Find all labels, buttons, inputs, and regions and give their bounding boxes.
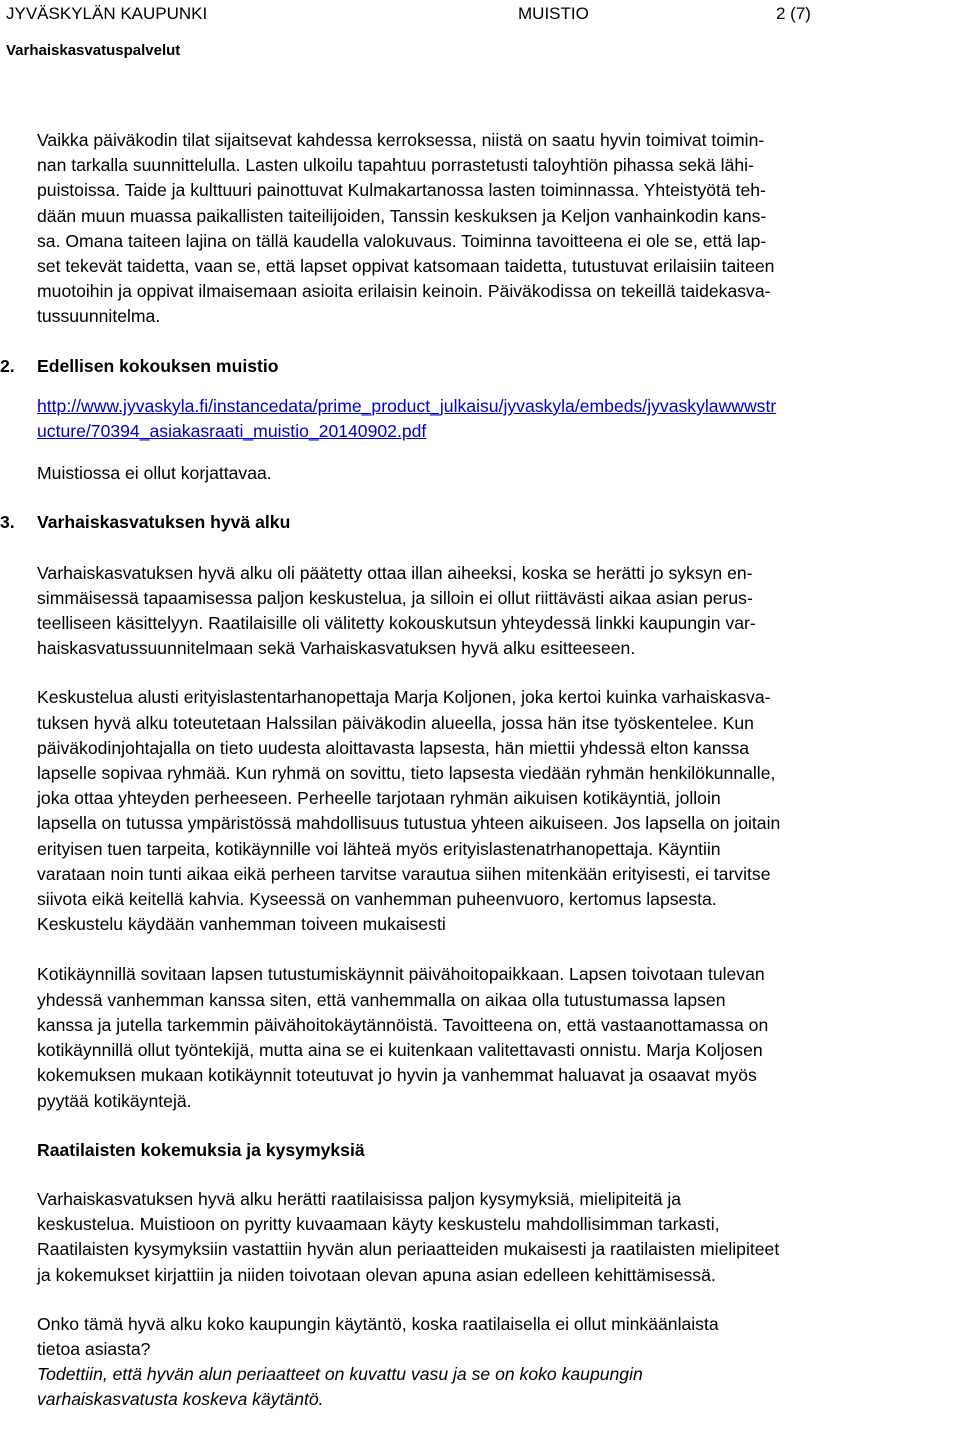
memo-link-line[interactable]: http://www.jyvaskyla.fi/instancedata/prime_product_julkaisu/jyvaskyla/embeds/jyvaskylawwwstr [37, 395, 777, 416]
text-line: siivota eikä keitellä kahvia. Kyseessä on vanhemman puheenvuoro, kertomus lapsesta. [37, 889, 717, 910]
section-2-note [37, 461, 955, 486]
header-organization: JYVÄSKYLÄN KAUPUNKI [6, 4, 208, 23]
text-line: ja kokemukset kirjattiin ja niiden toivotaan olevan apuna asian edelleen kehittämisessä. [37, 1264, 716, 1285]
text-line: Keskustelu käydään vanhemman toiveen mukaisesti [37, 914, 446, 935]
section-3-paragraph-1 [37, 561, 955, 662]
text-line: lapselle sopivaa ryhmää. Kun ryhmä on sovittu, tieto lapsesta viedään ryhmän henkilökunnalle, [37, 763, 776, 784]
text-line: kotikäynnillä ollut työntekijä, mutta aina se ei kuitenkaan valitettavasti onnistu. Marja Koljosen [37, 1040, 763, 1061]
text-line: Muistiossa ei ollut korjattavaa. [37, 463, 272, 484]
text-line: Varhaiskasvatuksen hyvä alku oli päätetty ottaa illan aiheeksi, koska se herätti jo syksyn en- [37, 562, 753, 583]
text-line: nan tarkalla suunnittelulla. Lasten ulkoilu tapahtuu porrastetusti taloyhtiön pihassa sekä lähi- [37, 155, 754, 176]
text-line: pyytää kotikäyntejä. [37, 1090, 192, 1111]
text-line: teelliseen käsittelyyn. Raatilaisille oli välitetty kokouskutsun yhteydessä linkki kaupungin var- [37, 613, 756, 634]
section-3-heading [0, 510, 955, 535]
text-line: puistoissa. Taide ja kulttuuri painottuvat Kulmakartanossa lasten toiminnassa. Yhteistyötä teh- [37, 180, 766, 201]
text-line: simmäisessä tapaamisessa paljon keskustelua, ja silloin ei ollut riittävästi aikaa asian perus- [37, 587, 753, 608]
section-3-number: 3. [0, 512, 15, 533]
header-page-number: 2 (7) [776, 4, 811, 23]
section-3-paragraph-4 [37, 1187, 955, 1288]
section-2-number: 2. [0, 355, 15, 376]
text-line: Vaikka päiväkodin tilat sijaitsevat kahdessa kerroksessa, niistä on saatu hyvin toimivat toimin- [37, 130, 765, 150]
header-doc-type: MUISTIO [518, 4, 589, 23]
text-line: Todettiin, että hyvän alun periaatteet on kuvattu vasu ja se on koko kaupungin [37, 1364, 643, 1385]
text-line: päiväkodinjohtajalla on tieto uudesta aloittavasta lapsesta, hän miettii yhdessä elton kanssa [37, 737, 750, 758]
text-line: tuksen hyvä alku toteutetaan Halssilan päiväkodin alueella, jossa hän itse työskentelee. Kun [37, 712, 754, 733]
text-line: Kotikäynnillä sovitaan lapsen tutustumiskäynnit päivähoitopaikkaan. Lapsen toivotaan tulevan [37, 964, 765, 985]
text-line: kanssa ja jutella tarkemmin päivähoitokäytännöistä. Tavoitteena on, että vastaanottamassa on [37, 1014, 769, 1035]
section-2-heading [0, 354, 955, 379]
text-line: Varhaiskasvatuksen hyvä alku herätti raatilaisissa paljon kysymyksiä, mielipiteitä ja [37, 1188, 682, 1209]
answer-paragraph [37, 1362, 955, 1412]
intro-paragraph [37, 128, 955, 330]
text-line: set tekevät taidetta, vaan se, että lapset oppivat katsomaan taidetta, tutustuvat erilaisiin taiteen [37, 256, 775, 277]
text-line: Keskustelua alusti erityislastentarhanopettaja Marja Koljonen, joka kertoi kuinka varhaiskasva- [37, 687, 771, 708]
text-line: Raatilaisten kysymyksiin vastattiin hyvän alun periaatteiden mukaisesti ja raatilaisten mielipiteet [37, 1239, 780, 1260]
text-line: varhaiskasvatusta koskeva käytäntö. [37, 1389, 324, 1410]
text-line: Onko tämä hyvä alku koko kaupungin käytäntö, koska raatilaisella ei ollut minkäänlaista [37, 1313, 719, 1334]
text-line: kokemuksen mukaan kotikäynnit toteutuvat jo hyvin ja vanhemmat haluavat ja osaavat myös [37, 1065, 757, 1086]
text-line: tussuunnitelma. [37, 306, 161, 327]
text-line: yhdessä vanhemman kanssa siten, että vanhemmalla on aikaa olla tutustumassa lapsen [37, 989, 726, 1010]
previous-memo-link[interactable] [37, 394, 955, 444]
memo-link-line[interactable]: ucture/70394_asiakasraati_muistio_20140902.pdf [37, 421, 427, 442]
section-3-paragraph-2 [37, 685, 955, 937]
text-line: dään muun muassa paikallisten taiteilijoiden, Tanssin keskuksen ja Keljon vanhainkodin kans- [37, 205, 767, 226]
text-line: haiskasvatussuunnitelmaan sekä Varhaiskasvatuksen hyvä alku esitteeseen. [37, 638, 636, 659]
section-3-title: Varhaiskasvatuksen hyvä alku [37, 512, 291, 533]
header-unit: Varhaiskasvatuspalvelut [6, 42, 181, 59]
section-2-title: Edellisen kokouksen muistio [37, 355, 279, 376]
text-line: joka ottaa yhteyden perheeseen. Perheelle tarjotaan ryhmän aikuisen kotikäyntiä, jolloin [37, 788, 721, 809]
document-body [0, 128, 955, 1413]
text-line: keskustelua. Muistioon on pyritty kuvaamaan käyty keskustelu mahdollisimman tarkasti, [37, 1214, 720, 1235]
raatilaiset-subheading: Raatilaisten kokemuksia ja kysymyksiä [37, 1139, 365, 1160]
section-3-paragraph-3 [37, 962, 955, 1113]
question-paragraph [37, 1312, 955, 1362]
text-line: varataan noin tunti aikaa eikä perheen tarvitse varautua siihen mitenkään erityisesti, ei tarvitse [37, 863, 771, 884]
text-line: muotoihin ja oppivat ilmaisemaan asioita erilaisin keinoin. Päiväkodissa on tekeillä taidekasva- [37, 281, 771, 302]
text-line: lapsella on tutussa ympäristössä mahdollisuus tutustua yhteen aikuiseen. Jos lapsella on joitain [37, 813, 781, 834]
text-line: tietoa asiasta? [37, 1338, 151, 1359]
text-line: sa. Omana taiteen lajina on tällä kaudella valokuvaus. Toiminna tavoitteena ei ole se, että lap- [37, 230, 767, 251]
text-line: erityisen tuen tarpeita, kotikäynnille voi lähteä myös erityislastenatrhanopettaja. Käyntiin [37, 838, 721, 859]
